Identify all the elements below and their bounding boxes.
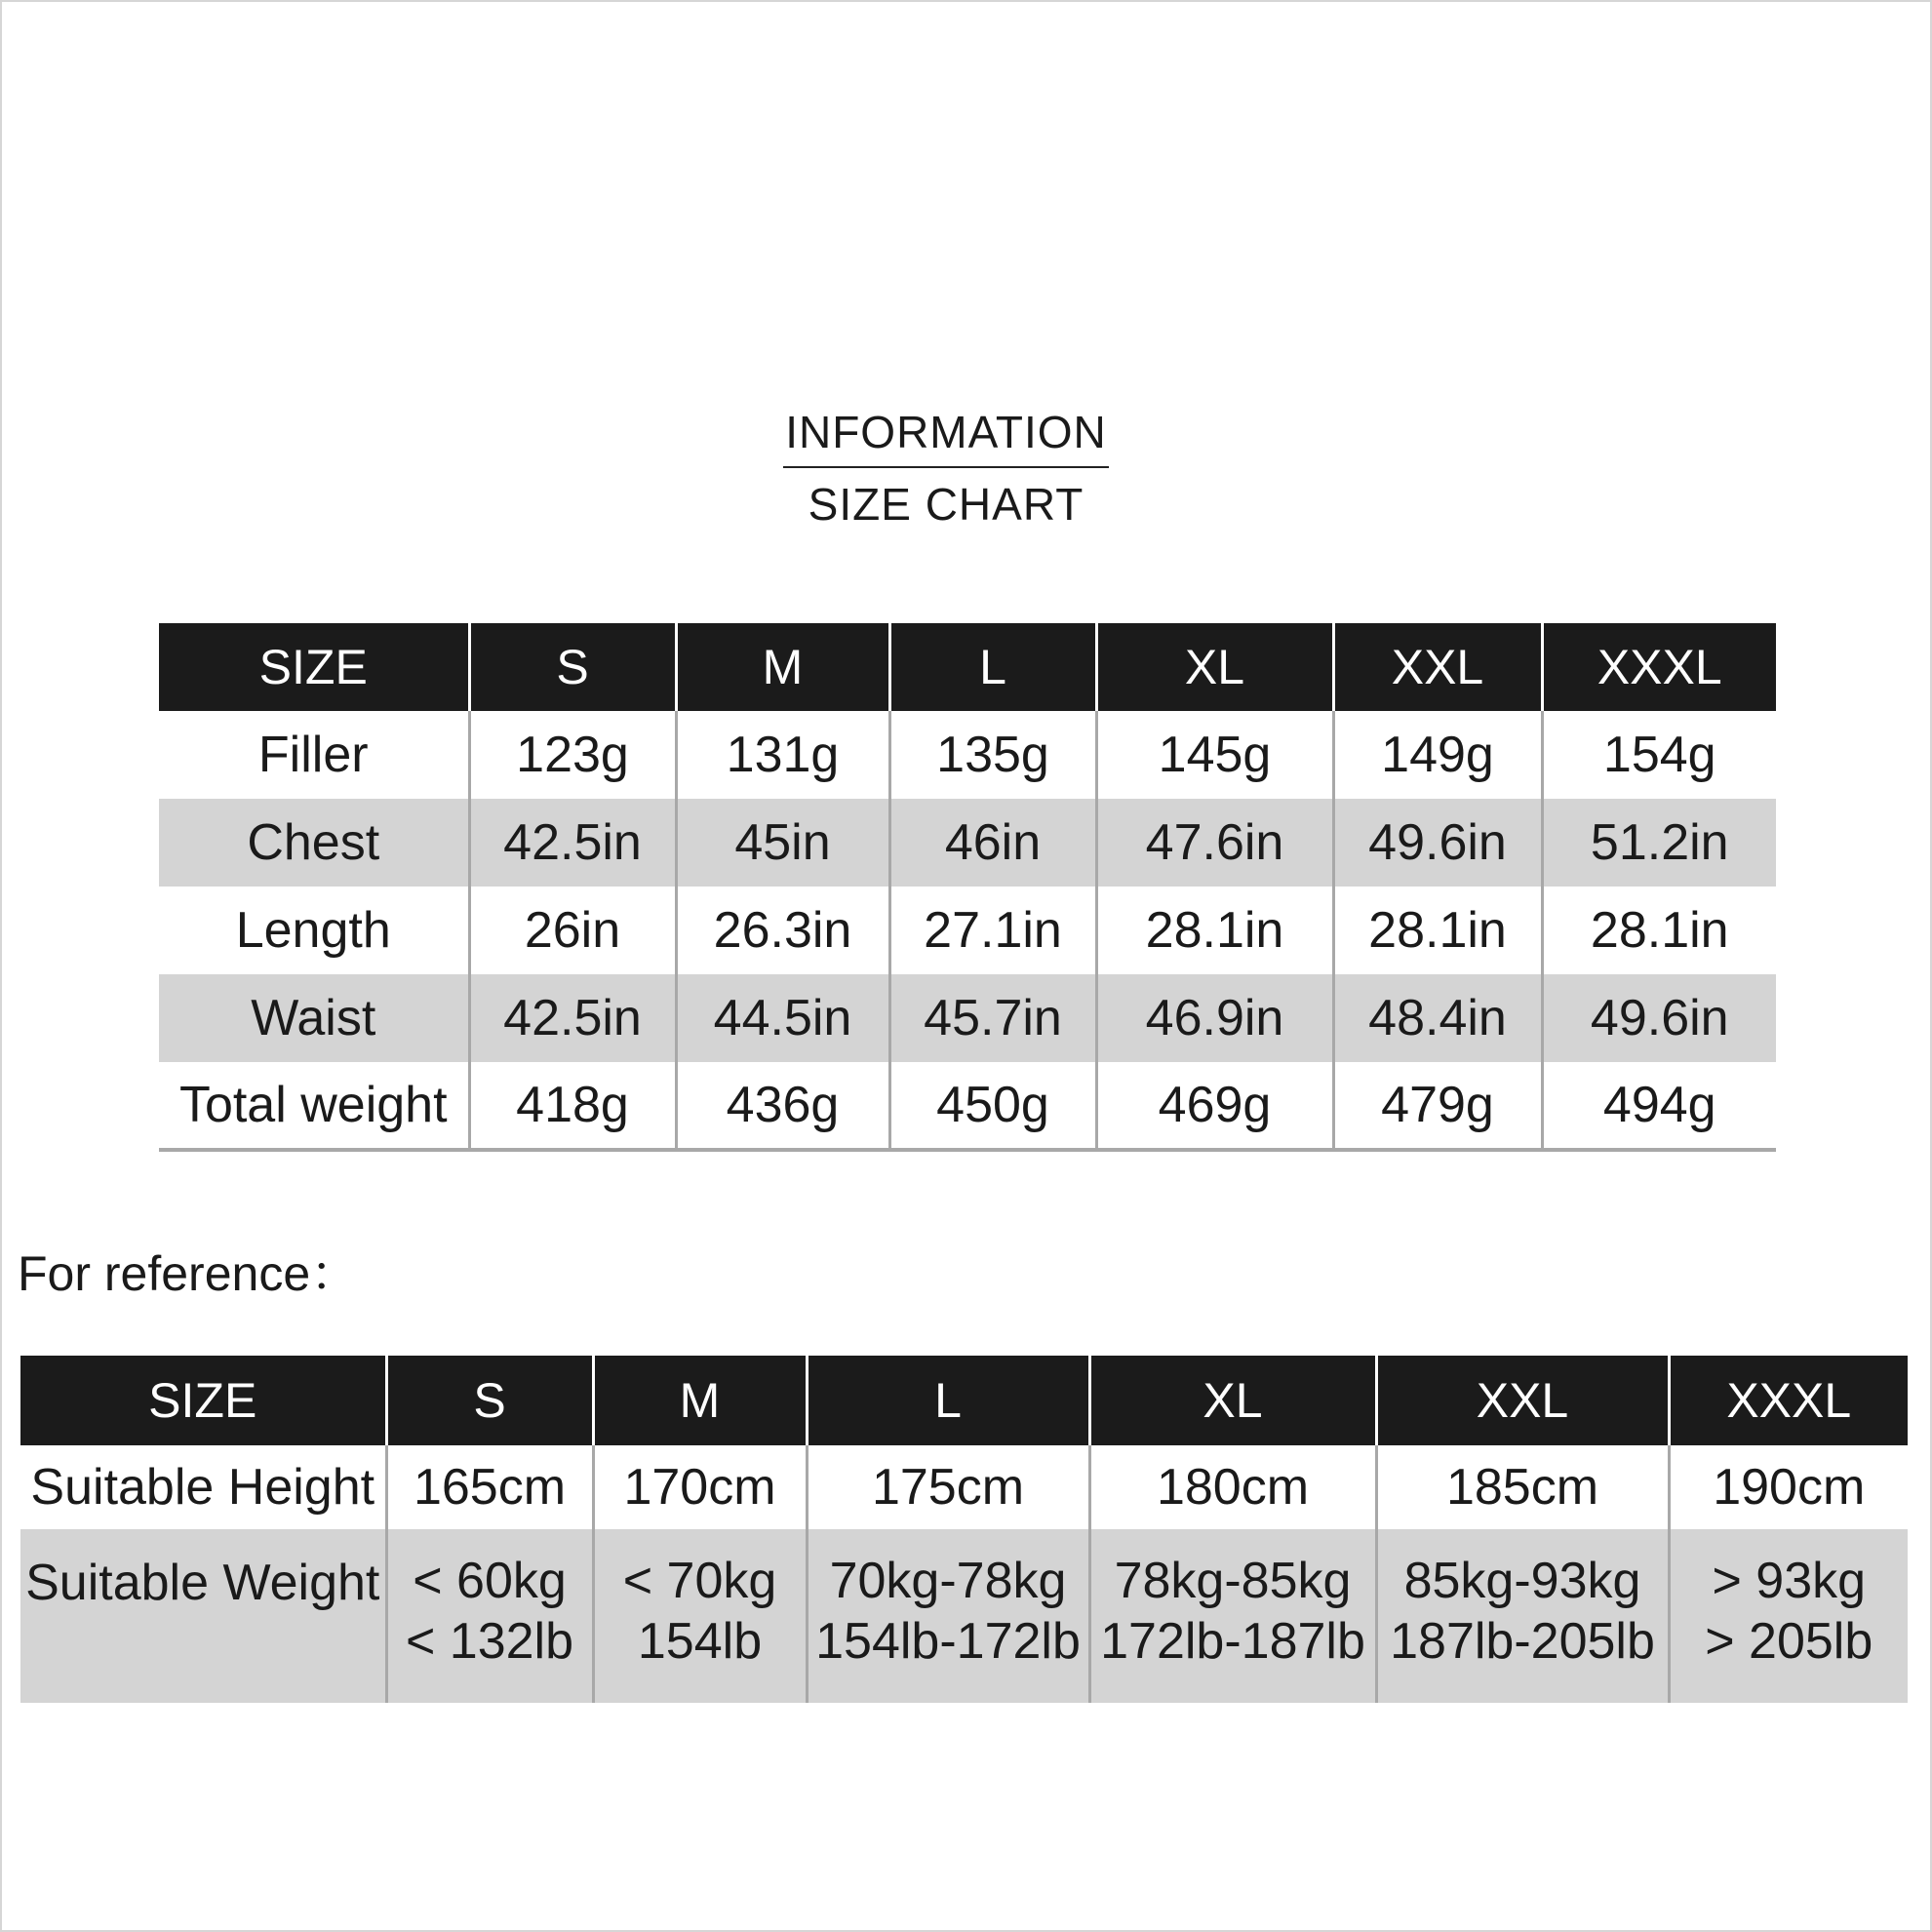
cell-value: 45in (676, 799, 889, 887)
ref-col-m: M (593, 1356, 807, 1445)
weight-lb: 172lb-187lb (1100, 1613, 1365, 1670)
reference-table (20, 1356, 1908, 1703)
spec-col-l: L (889, 623, 1096, 711)
row-label: Length (235, 902, 391, 959)
cell-value: 149g (1333, 711, 1542, 799)
cell-value: 469g (1096, 1062, 1333, 1150)
spec-col-m: M (676, 623, 889, 711)
cell-value: 46.9in (1096, 974, 1333, 1062)
weight-kg: < 70kg (622, 1553, 777, 1609)
ref-header-row (20, 1356, 1908, 1445)
ref-row-suitable-weight (20, 1529, 1908, 1703)
cell-value: 42.5in (469, 974, 676, 1062)
weight-kg: 70kg-78kg (829, 1553, 1067, 1609)
heading-information: INFORMATION (783, 404, 1109, 468)
cell-value: 175cm (807, 1445, 1089, 1529)
cell-value: 145g (1096, 711, 1333, 799)
cell-value: 49.6in (1542, 974, 1776, 1062)
cell-value (1376, 1529, 1669, 1703)
cell-value: 27.1in (889, 887, 1096, 974)
cell-value (1089, 1529, 1376, 1703)
ref-col-xl: XL (1089, 1356, 1376, 1445)
spec-row-filler (159, 711, 1776, 799)
spec-col-xl: XL (1096, 623, 1333, 711)
cell-value: 42.5in (469, 799, 676, 887)
heading-size-chart: SIZE CHART (808, 479, 1084, 530)
cell-value: 51.2in (1542, 799, 1776, 887)
cell-value: 190cm (1669, 1445, 1908, 1529)
ref-row-suitable-height (20, 1445, 1908, 1529)
weight-kg: > 93kg (1712, 1553, 1867, 1609)
spec-table (159, 623, 1776, 1152)
row-label: Chest (159, 799, 469, 887)
row-label: Waist (159, 974, 469, 1062)
cell-value: 418g (469, 1062, 676, 1150)
spec-col-xxxl: XXXL (1542, 623, 1776, 711)
spec-row-total-weight (159, 1062, 1776, 1150)
cell-value: 436g (676, 1062, 889, 1150)
cell-value: 28.1in (1542, 887, 1776, 974)
row-label: Suitable Height (30, 1459, 375, 1516)
cell-value: 170cm (593, 1445, 807, 1529)
cell-value: 26.3in (676, 887, 889, 974)
spec-col-s: S (469, 623, 676, 711)
cell-value: 154g (1542, 711, 1776, 799)
cell-value: 26in (469, 887, 676, 974)
row-label: Filler (257, 727, 369, 783)
spec-header-row (159, 623, 1776, 711)
cell-value (807, 1529, 1089, 1703)
weight-lb: < 132lb (405, 1613, 574, 1670)
cell-value: 180cm (1089, 1445, 1376, 1529)
cell-value: 49.6in (1333, 799, 1542, 887)
weight-lb: 154lb-172lb (815, 1613, 1081, 1670)
cell-value: 123g (469, 711, 676, 799)
ref-col-xxl: XXL (1376, 1356, 1669, 1445)
weight-kg: < 60kg (413, 1553, 567, 1609)
cell-value: 131g (676, 711, 889, 799)
ref-col-s: S (386, 1356, 593, 1445)
reference-label: For reference： (18, 1246, 360, 1301)
cell-value (1669, 1529, 1908, 1703)
cell-value: 165cm (386, 1445, 593, 1529)
cell-value: 47.6in (1096, 799, 1333, 887)
cell-value: 185cm (1376, 1445, 1669, 1529)
row-label: Total weight (178, 1077, 448, 1133)
cell-value: 45.7in (889, 974, 1096, 1062)
ref-col-l: L (807, 1356, 1089, 1445)
cell-value: 479g (1333, 1062, 1542, 1150)
cell-value: 48.4in (1333, 974, 1542, 1062)
cell-value: 46in (889, 799, 1096, 887)
weight-lb: > 205lb (1705, 1613, 1873, 1670)
page-heading (2, 404, 1890, 532)
cell-value: 450g (889, 1062, 1096, 1150)
cell-value: 28.1in (1333, 887, 1542, 974)
cell-value: 28.1in (1096, 887, 1333, 974)
spec-row-waist (159, 974, 1776, 1062)
cell-value: 494g (1542, 1062, 1776, 1150)
row-label: Suitable Weight (20, 1529, 386, 1703)
weight-kg: 78kg-85kg (1114, 1553, 1352, 1609)
cell-value: 135g (889, 711, 1096, 799)
cell-value: 44.5in (676, 974, 889, 1062)
weight-kg: 85kg-93kg (1403, 1553, 1641, 1609)
spec-col-size: SIZE (159, 623, 469, 711)
cell-value (593, 1529, 807, 1703)
ref-col-size: SIZE (20, 1356, 386, 1445)
ref-col-xxxl: XXXL (1669, 1356, 1908, 1445)
spec-row-chest (159, 799, 1776, 887)
spec-col-xxl: XXL (1333, 623, 1542, 711)
spec-row-length (159, 887, 1776, 974)
cell-value (386, 1529, 593, 1703)
weight-lb: 187lb-205lb (1390, 1613, 1655, 1670)
weight-lb: 154lb (637, 1613, 763, 1670)
